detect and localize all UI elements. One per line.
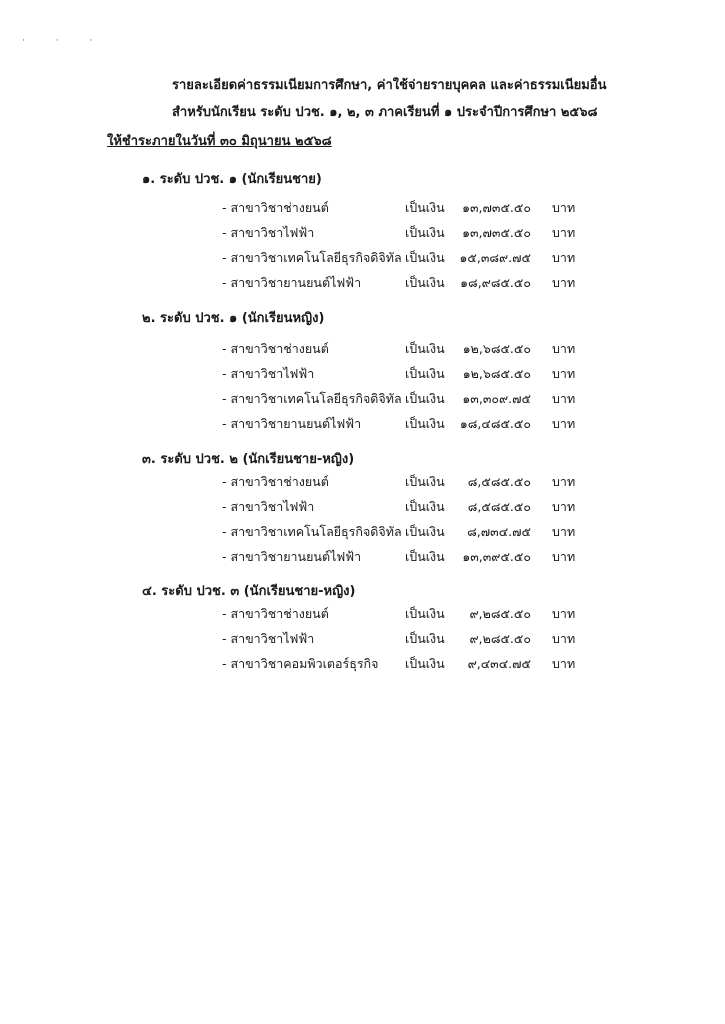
fee-row — [0, 547, 725, 567]
amount-word: เป็นเงิน — [405, 474, 445, 489]
fee-row — [0, 604, 725, 624]
section-heading: ๒. ระดับ ปวช. ๑ (นักเรียนหญิง) — [142, 311, 325, 326]
document-title-line-1: รายละเอียดค่าธรรมเนียมการศึกษา, ค่าใช้จ่ายรายบุคคล และค่าธรรมเนียมอื่น — [172, 78, 607, 93]
amount-word: เป็นเงิน — [405, 549, 445, 564]
major-name: - สาขาวิชาไฟฟ้า — [222, 631, 315, 646]
currency-unit: บาท — [552, 631, 576, 646]
fee-amount: ๑๓,๗๓๕.๕๐ — [462, 225, 531, 240]
major-name: - สาขาวิชายานยนต์ไฟฟ้า — [222, 275, 362, 290]
fee-row — [0, 389, 725, 409]
currency-unit: บาท — [552, 416, 576, 431]
fee-amount: ๘,๕๘๕.๕๐ — [467, 499, 531, 514]
amount-word: เป็นเงิน — [405, 524, 445, 539]
fee-row — [0, 497, 725, 517]
fee-row — [0, 629, 725, 649]
section-heading: ๔. ระดับ ปวช. ๓ (นักเรียนชาย-หญิง) — [142, 584, 356, 599]
currency-unit: บาท — [552, 524, 576, 539]
amount-word: เป็นเงิน — [405, 391, 445, 406]
fee-amount: ๑๕,๓๘๙.๗๕ — [459, 250, 531, 265]
currency-unit: บาท — [552, 275, 576, 290]
fee-amount: ๙,๔๓๔.๗๕ — [467, 656, 531, 671]
major-name: - สาขาวิชายานยนต์ไฟฟ้า — [222, 549, 362, 564]
amount-word: เป็นเงิน — [405, 275, 445, 290]
amount-word: เป็นเงิน — [405, 341, 445, 356]
major-name: - สาขาวิชายานยนต์ไฟฟ้า — [222, 416, 362, 431]
major-name: - สาขาวิชาเทคโนโลยีธุรกิจดิจิทัล — [222, 524, 402, 539]
currency-unit: บาท — [552, 499, 576, 514]
amount-word: เป็นเงิน — [405, 606, 445, 621]
fee-amount: ๙,๒๘๕.๕๐ — [469, 606, 531, 621]
currency-unit: บาท — [552, 391, 576, 406]
fee-amount: ๙,๒๘๕.๕๐ — [469, 631, 531, 646]
fee-amount: ๑๒,๖๘๕.๕๐ — [462, 341, 531, 356]
currency-unit: บาท — [552, 606, 576, 621]
currency-unit: บาท — [552, 366, 576, 381]
fee-row — [0, 522, 725, 542]
currency-unit: บาท — [552, 474, 576, 489]
fee-row — [0, 339, 725, 359]
fee-row — [0, 198, 725, 218]
major-name: - สาขาวิชาช่างยนต์ — [222, 341, 329, 356]
fee-amount: ๑๓,๓๙๕.๕๐ — [462, 549, 531, 564]
currency-unit: บาท — [552, 656, 576, 671]
amount-word: เป็นเงิน — [405, 200, 445, 215]
amount-word: เป็นเงิน — [405, 225, 445, 240]
major-name: - สาขาวิชาไฟฟ้า — [222, 225, 315, 240]
fee-amount: ๑๘,๙๘๕.๕๐ — [460, 275, 531, 290]
section-heading: ๑. ระดับ ปวช. ๑ (นักเรียนชาย) — [142, 172, 322, 187]
fee-row — [0, 248, 725, 268]
fee-row — [0, 273, 725, 293]
major-name: - สาขาวิชาคอมพิวเตอร์ธุรกิจ — [222, 656, 379, 671]
currency-unit: บาท — [552, 250, 576, 265]
major-name: - สาขาวิชาเทคโนโลยีธุรกิจดิจิทัล — [222, 250, 402, 265]
amount-word: เป็นเงิน — [405, 366, 445, 381]
payment-due-date: ให้ชำระภายในวันที่ ๓๐ มิถุนายน ๒๕๖๘ — [107, 134, 332, 149]
fee-row — [0, 414, 725, 434]
major-name: - สาขาวิชาช่างยนต์ — [222, 474, 329, 489]
amount-word: เป็นเงิน — [405, 250, 445, 265]
major-name: - สาขาวิชาเทคโนโลยีธุรกิจดิจิทัล — [222, 391, 402, 406]
amount-word: เป็นเงิน — [405, 656, 445, 671]
amount-word: เป็นเงิน — [405, 631, 445, 646]
document-title-line-2: สำหรับนักเรียน ระดับ ปวช. ๑, ๒, ๓ ภาคเรียนที่ ๑ ประจำปีการศึกษา ๒๕๖๘ — [172, 105, 598, 120]
currency-unit: บาท — [552, 549, 576, 564]
amount-word: เป็นเงิน — [405, 416, 445, 431]
fee-row — [0, 223, 725, 243]
fee-amount: ๑๘,๔๘๕.๕๐ — [459, 416, 531, 431]
major-name: - สาขาวิชาช่างยนต์ — [222, 200, 329, 215]
fee-row — [0, 472, 725, 492]
fee-amount: ๘,๗๓๔.๗๕ — [467, 524, 531, 539]
scan-specks: · · · — [22, 36, 107, 46]
currency-unit: บาท — [552, 225, 576, 240]
fee-amount: ๑๓,๗๓๕.๕๐ — [462, 200, 531, 215]
fee-row — [0, 364, 725, 384]
fee-amount: ๑๒,๖๘๕.๕๐ — [462, 366, 531, 381]
major-name: - สาขาวิชาช่างยนต์ — [222, 606, 329, 621]
fee-row — [0, 654, 725, 674]
major-name: - สาขาวิชาไฟฟ้า — [222, 499, 315, 514]
fee-amount: ๑๓,๓๐๙.๗๕ — [462, 391, 531, 406]
section-heading: ๓. ระดับ ปวช. ๒ (นักเรียนชาย-หญิง) — [142, 452, 355, 467]
amount-word: เป็นเงิน — [405, 499, 445, 514]
fee-amount: ๘,๕๘๕.๕๐ — [467, 474, 531, 489]
major-name: - สาขาวิชาไฟฟ้า — [222, 366, 315, 381]
currency-unit: บาท — [552, 341, 576, 356]
currency-unit: บาท — [552, 200, 576, 215]
